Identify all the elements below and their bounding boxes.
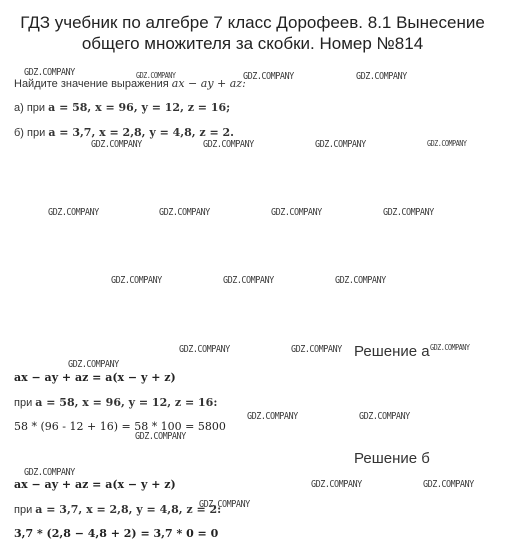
page-title-line-1: ГДЗ учебник по алгебре 7 класс Дорофеев. 8.1 Вынесение	[20, 13, 485, 32]
problem-part-b-label: б) при	[14, 127, 46, 139]
solution-b-given-values: a = 3,7, x = 2,8, y = 4,8, z = 2:	[35, 503, 222, 516]
solution-a-given	[14, 396, 217, 409]
solution-a-identity: ax − ay + az = a(x − y + z)	[14, 371, 176, 384]
problem-expression: ax − ay + az:	[171, 77, 246, 90]
page-title	[0, 12, 505, 54]
watermark: GDZ.COMPANY	[243, 71, 294, 82]
problem-part-a-label: а) при	[14, 102, 46, 114]
watermark: GDZ.COMPANY	[223, 275, 274, 286]
watermark: GDZ.COMPANY	[335, 275, 386, 286]
watermark: GDZ.COMPANY	[356, 71, 407, 82]
problem-part-b-values: a = 3,7, x = 2,8, y = 4,8, z = 2.	[48, 126, 235, 139]
problem-intro	[14, 77, 246, 90]
watermark: GDZ.COMPANY	[291, 344, 342, 355]
solution-b-given	[14, 503, 221, 516]
watermark: GDZ.COMPANY	[24, 467, 75, 478]
watermark: GDZ.COMPANY	[359, 411, 410, 422]
solution-b-calc: 3,7 * (2,8 − 4,8 + 2) = 3,7 * 0 = 0	[14, 527, 219, 540]
watermark: GDZ.COMPANY	[48, 207, 99, 218]
watermark: GDZ.COMPANY	[91, 139, 142, 150]
solution-a-given-values: a = 58, x = 96, y = 12, z = 16:	[35, 396, 218, 409]
solution-b-identity: ax − ay + az = a(x − y + z)	[14, 478, 176, 491]
watermark: GDZ.COMPANY	[247, 411, 298, 422]
problem-part-a-values: a = 58, x = 96, y = 12, z = 16;	[48, 101, 231, 114]
watermark: GDZ.COMPANY	[24, 67, 75, 78]
watermark: GDZ.COMPANY	[315, 139, 366, 150]
watermark: GDZ.COMPANY	[311, 479, 362, 490]
watermark: GDZ.COMPANY	[111, 275, 162, 286]
watermark: GDZ.COMPANY	[383, 207, 434, 218]
watermark: GDZ.COMPANY	[427, 139, 467, 148]
problem-part-a	[14, 101, 230, 114]
watermark: GDZ.COMPANY	[271, 207, 322, 218]
solution-a-heading: Решение а	[354, 343, 430, 360]
solution-b-given-label: при	[14, 504, 33, 516]
problem-intro-text: Найдите значение выражения	[14, 78, 169, 90]
watermark: GDZ.COMPANY	[430, 343, 470, 352]
watermark: GDZ.COMPANY	[179, 344, 230, 355]
page-title-line-2: общего множителя за скобки. Номер №814	[81, 34, 424, 53]
watermark: GDZ.COMPANY	[199, 499, 250, 510]
solution-b-heading: Решение б	[354, 450, 430, 467]
watermark: GDZ.COMPANY	[68, 359, 119, 370]
watermark: GDZ.COMPANY	[203, 139, 254, 150]
solution-a-given-label: при	[14, 397, 33, 409]
watermark: GDZ.COMPANY	[423, 479, 474, 490]
watermark: GDZ.COMPANY	[136, 71, 176, 80]
watermark: GDZ.COMPANY	[159, 207, 210, 218]
watermark: GDZ.COMPANY	[135, 431, 186, 442]
problem-part-b	[14, 126, 234, 139]
solution-a-calc: 58 * (96 - 12 + 16) = 58 * 100 = 5800	[14, 420, 226, 433]
